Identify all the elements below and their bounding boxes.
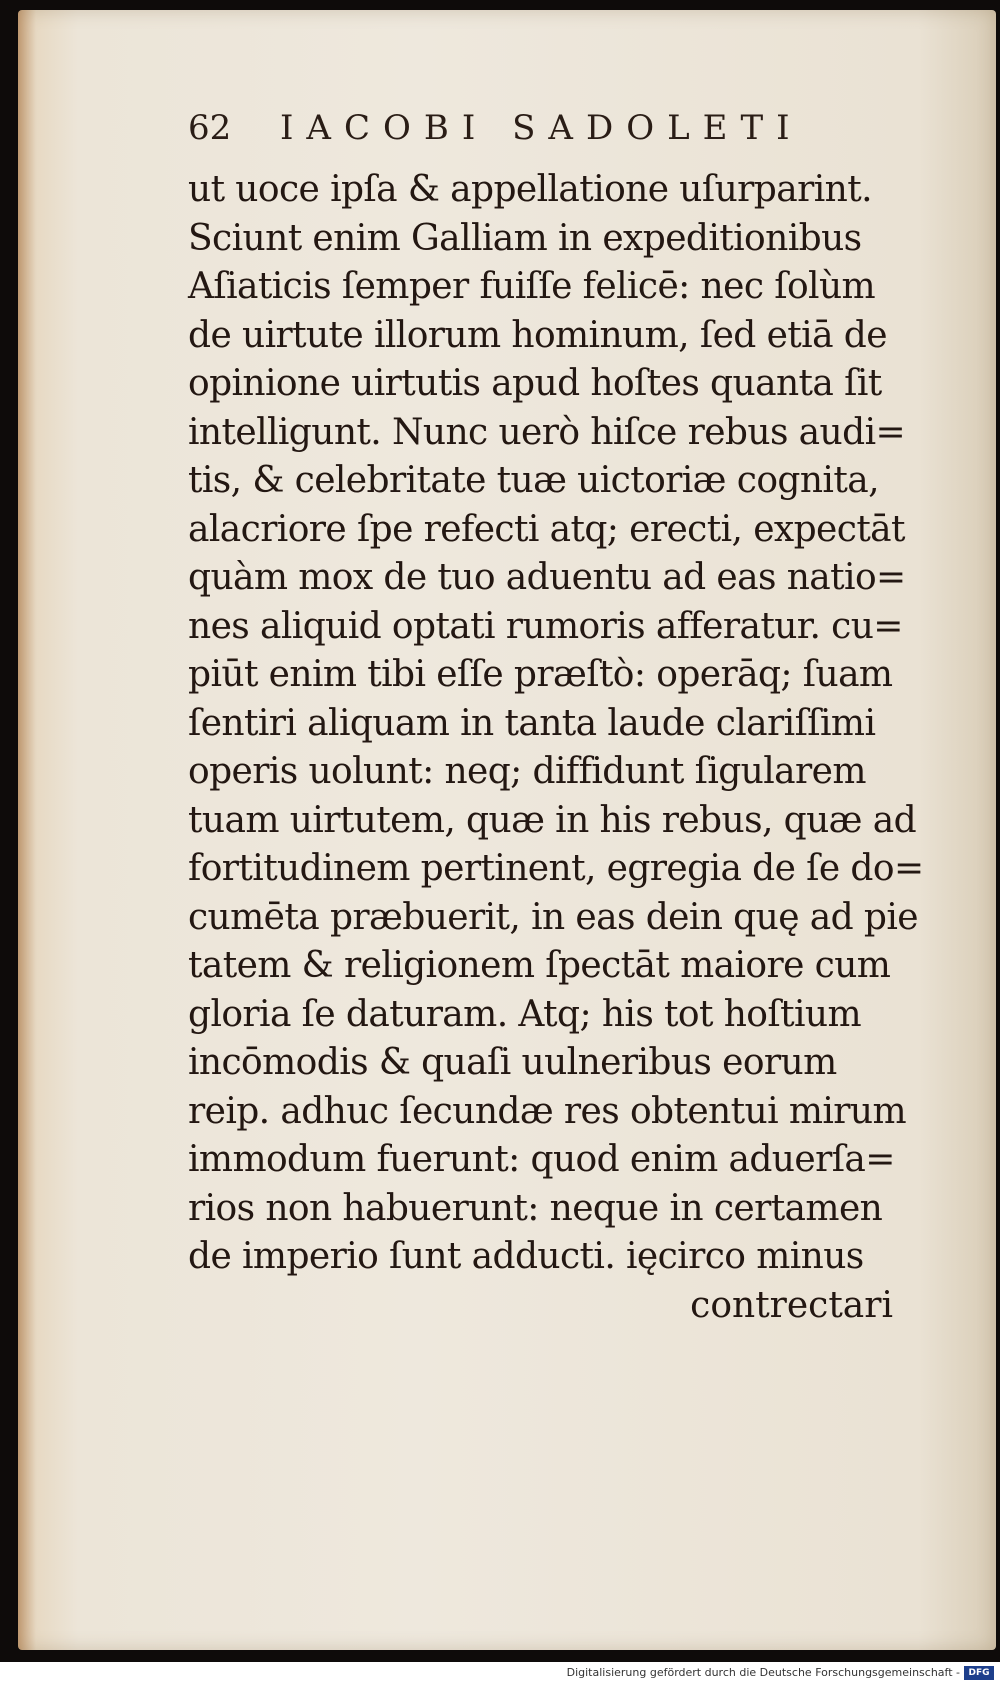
text-line: nes aliquid optati rumoris afferatur. cu= bbox=[188, 605, 903, 647]
digitization-footer bbox=[0, 1662, 1000, 1689]
text-line: tis, & celebritate tuæ uictoriæ cognita, bbox=[188, 460, 879, 501]
catchword: contrectari bbox=[690, 1284, 893, 1326]
text-line: quàm mox de tuo aduentu ad eas natio= bbox=[188, 557, 906, 598]
text-line: gloria ſe daturam. Atq; his tot hoſtium bbox=[188, 993, 861, 1035]
body-text bbox=[188, 166, 933, 1330]
text-line: Aſiaticis ſemper fuiſſe felicē: nec ſolùm bbox=[188, 266, 876, 307]
text-line: ut uoce ipſa & appellatione uſurparint. bbox=[188, 169, 872, 210]
text-line: tuam uirtutem, quæ in his rebus, quæ ad bbox=[188, 799, 917, 841]
text-line: tatem & religionem ſpectāt maiore cum bbox=[188, 945, 891, 986]
funding-credit: Digitalisierung gefördert durch die Deutsche Forschungsgemeinschaft - bbox=[566, 1666, 960, 1679]
text-line: ſentiri aliquam in tanta laude clariſſimi bbox=[188, 702, 876, 744]
text-line: reip. adhuc ſecundæ res obtentui mirum bbox=[188, 1090, 907, 1132]
text-line: piūt enim tibi eſſe præſtò: operāq; ſuam bbox=[188, 654, 893, 695]
running-head bbox=[188, 108, 878, 158]
text-line: alacriore ſpe refecti atq; erecti, expectāt bbox=[188, 508, 905, 550]
text-line: immodum fuerunt: quod enim aduerſa= bbox=[188, 1139, 895, 1180]
text-line: de imperio ſunt adducti. ięcirco minus bbox=[188, 1236, 864, 1277]
text-line: operis uolunt: neq; diffidunt ſigularem bbox=[188, 751, 866, 792]
text-line: fortitudinem pertinent, egregia de ſe do= bbox=[188, 848, 924, 889]
text-line: rios non habuerunt: neque in certamen bbox=[188, 1187, 883, 1229]
running-head-title: IACOBI SADOLETI bbox=[280, 108, 803, 148]
page-number: 62 bbox=[188, 108, 232, 148]
text-line: Sciunt enim Galliam in expeditionibus bbox=[188, 217, 862, 259]
text-line: opinione uirtutis apud hoſtes quanta ſit bbox=[188, 363, 882, 404]
text-line: cumēta præbuerit, in eas dein quę ad pie bbox=[188, 896, 918, 938]
text-line: intelligunt. Nunc uerò hiſce rebus audi= bbox=[188, 411, 906, 453]
dfg-logo: DFG bbox=[964, 1666, 994, 1680]
text-line: incōmodis & quaſi uulneribus eorum bbox=[188, 1042, 837, 1083]
text-line: de uirtute illorum hominum, ſed etiā de bbox=[188, 314, 887, 356]
